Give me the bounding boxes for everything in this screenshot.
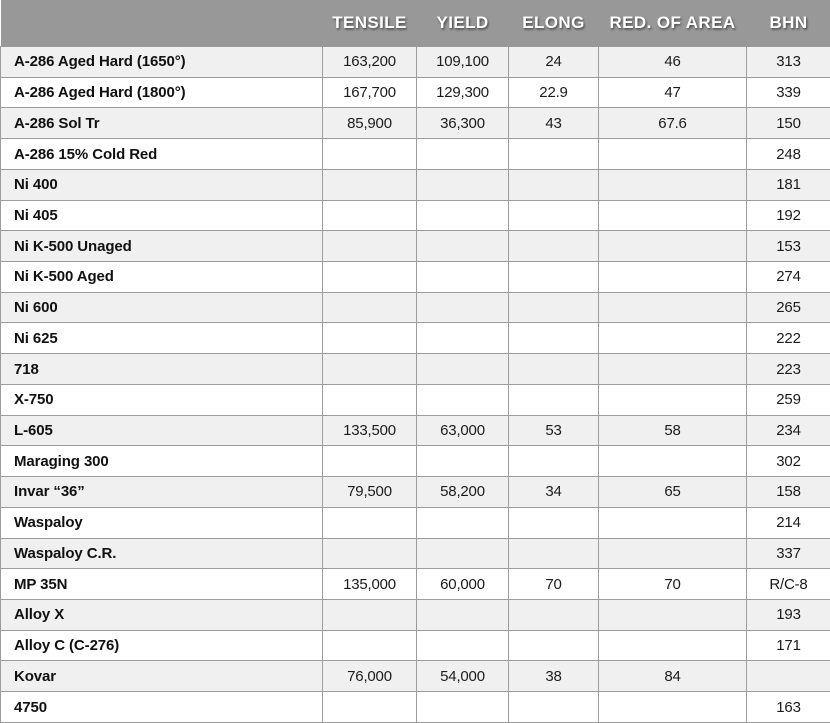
col-header-elong: ELONG: [509, 0, 599, 47]
yield-cell: [417, 692, 509, 723]
red-of-area-cell: 47: [599, 77, 747, 108]
yield-cell: [417, 262, 509, 293]
tensile-cell: [323, 384, 417, 415]
col-header-yield: YIELD: [417, 0, 509, 47]
elong-cell: 24: [509, 47, 599, 78]
red-of-area-cell: 84: [599, 661, 747, 692]
red-of-area-cell: [599, 262, 747, 293]
table-row: [1, 415, 830, 446]
tensile-cell: [323, 292, 417, 323]
bhn-cell: 193: [747, 599, 830, 630]
tensile-cell: [323, 599, 417, 630]
tensile-cell: 135,000: [323, 569, 417, 600]
tensile-cell: [323, 507, 417, 538]
bhn-cell: 158: [747, 477, 830, 508]
bhn-cell: 313: [747, 47, 830, 78]
material-cell: MP 35N: [1, 569, 323, 600]
elong-cell: [509, 292, 599, 323]
yield-cell: [417, 599, 509, 630]
bhn-cell: 150: [747, 108, 830, 139]
yield-cell: 36,300: [417, 108, 509, 139]
yield-cell: [417, 630, 509, 661]
table-row: [1, 692, 830, 723]
tensile-cell: [323, 692, 417, 723]
elong-cell: [509, 599, 599, 630]
red-of-area-cell: [599, 231, 747, 262]
yield-cell: [417, 538, 509, 569]
elong-cell: [509, 354, 599, 385]
elong-cell: [509, 630, 599, 661]
elong-cell: [509, 384, 599, 415]
table-row: [1, 538, 830, 569]
table-row: [1, 569, 830, 600]
tensile-cell: 76,000: [323, 661, 417, 692]
tensile-cell: 85,900: [323, 108, 417, 139]
red-of-area-cell: 65: [599, 477, 747, 508]
bhn-cell: 259: [747, 384, 830, 415]
table-row: [1, 292, 830, 323]
red-of-area-cell: [599, 692, 747, 723]
elong-cell: [509, 507, 599, 538]
yield-cell: 54,000: [417, 661, 509, 692]
material-cell: A-286 15% Cold Red: [1, 139, 323, 170]
bhn-cell: 339: [747, 77, 830, 108]
red-of-area-cell: [599, 630, 747, 661]
table-row: [1, 446, 830, 477]
yield-cell: [417, 139, 509, 170]
table-row: [1, 323, 830, 354]
material-cell: Kovar: [1, 661, 323, 692]
elong-cell: [509, 200, 599, 231]
table-row: [1, 384, 830, 415]
tensile-cell: [323, 231, 417, 262]
table-row: [1, 47, 830, 78]
material-cell: Ni 625: [1, 323, 323, 354]
yield-cell: [417, 292, 509, 323]
table-row: [1, 200, 830, 231]
red-of-area-cell: [599, 354, 747, 385]
red-of-area-cell: [599, 292, 747, 323]
red-of-area-cell: [599, 139, 747, 170]
material-cell: Maraging 300: [1, 446, 323, 477]
red-of-area-cell: 58: [599, 415, 747, 446]
elong-cell: [509, 692, 599, 723]
elong-cell: [509, 169, 599, 200]
elong-cell: 43: [509, 108, 599, 139]
material-cell: Alloy C (C-276): [1, 630, 323, 661]
yield-cell: 129,300: [417, 77, 509, 108]
yield-cell: [417, 231, 509, 262]
material-cell: L-605: [1, 415, 323, 446]
tensile-cell: [323, 538, 417, 569]
material-cell: Ni 405: [1, 200, 323, 231]
table-row: [1, 599, 830, 630]
col-header-red-of-area: RED. OF AREA: [599, 0, 747, 47]
red-of-area-cell: 46: [599, 47, 747, 78]
red-of-area-cell: [599, 538, 747, 569]
table-row: [1, 354, 830, 385]
yield-cell: [417, 507, 509, 538]
table-row: [1, 169, 830, 200]
bhn-cell: 163: [747, 692, 830, 723]
red-of-area-cell: [599, 169, 747, 200]
yield-cell: [417, 354, 509, 385]
yield-cell: 60,000: [417, 569, 509, 600]
tensile-cell: [323, 446, 417, 477]
tensile-cell: [323, 323, 417, 354]
tensile-cell: 163,200: [323, 47, 417, 78]
elong-cell: [509, 139, 599, 170]
col-header-material: [1, 0, 323, 47]
material-cell: X-750: [1, 384, 323, 415]
material-cell: A-286 Aged Hard (1800°): [1, 77, 323, 108]
red-of-area-cell: 67.6: [599, 108, 747, 139]
tensile-cell: 79,500: [323, 477, 417, 508]
material-cell: 4750: [1, 692, 323, 723]
elong-cell: [509, 323, 599, 354]
table-row: [1, 630, 830, 661]
red-of-area-cell: [599, 200, 747, 231]
material-cell: Ni K-500 Unaged: [1, 231, 323, 262]
elong-cell: [509, 262, 599, 293]
bhn-cell: 223: [747, 354, 830, 385]
material-cell: 718: [1, 354, 323, 385]
bhn-cell: 274: [747, 262, 830, 293]
tensile-cell: [323, 630, 417, 661]
material-cell: Alloy X: [1, 599, 323, 630]
yield-cell: [417, 384, 509, 415]
elong-cell: [509, 231, 599, 262]
yield-cell: [417, 446, 509, 477]
red-of-area-cell: [599, 323, 747, 354]
bhn-cell: 337: [747, 538, 830, 569]
table-row: [1, 262, 830, 293]
material-cell: Waspaloy: [1, 507, 323, 538]
bhn-cell: 153: [747, 231, 830, 262]
yield-cell: 63,000: [417, 415, 509, 446]
red-of-area-cell: [599, 446, 747, 477]
header-row: [1, 0, 830, 47]
material-cell: Invar “36”: [1, 477, 323, 508]
tensile-cell: [323, 139, 417, 170]
col-header-tensile: TENSILE: [323, 0, 417, 47]
elong-cell: 38: [509, 661, 599, 692]
material-cell: Ni K-500 Aged: [1, 262, 323, 293]
bhn-cell: R/C-8: [747, 569, 830, 600]
table-row: [1, 139, 830, 170]
elong-cell: 70: [509, 569, 599, 600]
table-body: [1, 47, 830, 723]
col-header-bhn: BHN: [747, 0, 830, 47]
elong-cell: [509, 446, 599, 477]
tensile-cell: [323, 262, 417, 293]
bhn-cell: 171: [747, 630, 830, 661]
elong-cell: 34: [509, 477, 599, 508]
tensile-cell: 167,700: [323, 77, 417, 108]
bhn-cell: 302: [747, 446, 830, 477]
material-cell: A-286 Sol Tr: [1, 108, 323, 139]
bhn-cell: [747, 661, 830, 692]
elong-cell: 22.9: [509, 77, 599, 108]
yield-cell: [417, 169, 509, 200]
tensile-cell: [323, 354, 417, 385]
table-row: [1, 108, 830, 139]
red-of-area-cell: [599, 507, 747, 538]
bhn-cell: 234: [747, 415, 830, 446]
red-of-area-cell: [599, 384, 747, 415]
elong-cell: 53: [509, 415, 599, 446]
tensile-cell: [323, 169, 417, 200]
material-cell: Ni 400: [1, 169, 323, 200]
bhn-cell: 222: [747, 323, 830, 354]
red-of-area-cell: [599, 599, 747, 630]
table-row: [1, 507, 830, 538]
table-row: [1, 231, 830, 262]
material-cell: A-286 Aged Hard (1650°): [1, 47, 323, 78]
yield-cell: [417, 200, 509, 231]
table-row: [1, 661, 830, 692]
bhn-cell: 192: [747, 200, 830, 231]
yield-cell: [417, 323, 509, 354]
tensile-cell: [323, 200, 417, 231]
red-of-area-cell: 70: [599, 569, 747, 600]
material-cell: Waspaloy C.R.: [1, 538, 323, 569]
bhn-cell: 248: [747, 139, 830, 170]
bhn-cell: 214: [747, 507, 830, 538]
material-cell: Ni 600: [1, 292, 323, 323]
yield-cell: 58,200: [417, 477, 509, 508]
tensile-cell: 133,500: [323, 415, 417, 446]
bhn-cell: 181: [747, 169, 830, 200]
bhn-cell: 265: [747, 292, 830, 323]
elong-cell: [509, 538, 599, 569]
table-row: [1, 77, 830, 108]
table-row: [1, 477, 830, 508]
yield-cell: 109,100: [417, 47, 509, 78]
